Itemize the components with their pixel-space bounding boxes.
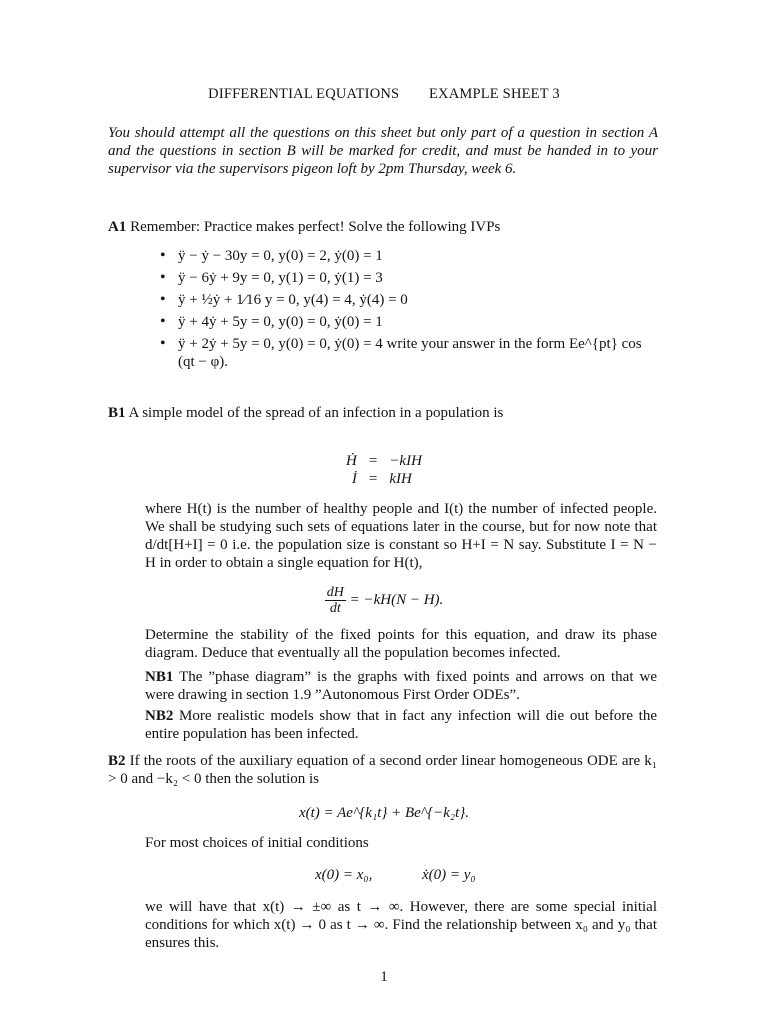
list-item: • ÿ + ½ẏ + 1⁄16 y = 0, y(4) = 4, ẏ(4) = 0: [160, 291, 660, 309]
question-b2-text: If the roots of the auxiliary equation of a second order linear homogeneous ODE are k₁ > 0 and −k₂ < 0 then the solution is: [108, 753, 658, 787]
fraction: [325, 585, 346, 616]
list-item: • ÿ − ẏ − 30y = 0, y(0) = 2, ẏ(0) = 1: [160, 247, 660, 265]
general-solution-equation: x(t) = Ae^{k₁t} + Be^{−k₂t}.: [298, 805, 470, 821]
initial-condition-x: x(0) = x₀,: [315, 867, 373, 883]
question-a1-text: Remember: Practice makes perfect! Solve the following IVPs: [130, 219, 501, 235]
page-number: 1: [380, 969, 388, 985]
fraction-denominator: dt: [329, 601, 341, 616]
nb1-label: NB1: [145, 669, 174, 685]
equation-rhs: −kIH: [389, 453, 422, 469]
question-b1-text: A simple model of the spread of an infection in a population is: [128, 405, 504, 421]
equation-sign: =: [368, 453, 378, 469]
equation-rhs: = −kH(N − H).: [349, 591, 444, 608]
question-b2-heading: [108, 752, 657, 788]
intro-paragraph: You should attempt all the questions on this sheet but only part of a question in section A and the questions in section B will be marked for credit, and must be handed in to your supervisor via the supervisors pigeon loft by 2pm Thursday, week 6.: [108, 125, 658, 177]
question-label-b1: B1: [108, 405, 126, 421]
b2-paragraph-1: For most choices of initial conditions: [145, 835, 369, 851]
b1-paragraph-2: Determine the stability of the fixed points for this equation, and draw its phase diagram. Deduce that eventually all the population becomes infected.: [145, 627, 657, 661]
title-left: DIFFERENTIAL EQUATIONS: [208, 86, 400, 102]
equation-sign: =: [368, 471, 378, 487]
nb2-note: [145, 707, 657, 743]
nb2-label: NB2: [145, 708, 174, 724]
question-a1-heading: [108, 218, 500, 236]
nb1-note: [145, 668, 657, 704]
equation-rhs: kIH: [389, 471, 412, 487]
question-label-a1: A1: [108, 219, 127, 235]
fraction-numerator: dH: [326, 585, 344, 600]
page-title: [0, 85, 768, 103]
ivp-list: [160, 247, 660, 375]
infection-system-equations: [340, 452, 428, 488]
list-item: • ÿ + 4ẏ + 5y = 0, y(0) = 0, ẏ(0) = 1: [160, 313, 660, 331]
equation-lhs: Ḣ: [346, 453, 357, 469]
question-b1-heading: [108, 404, 503, 422]
reduced-equation: [0, 585, 768, 616]
b2-paragraph-2: we will have that x(t) → ±∞ as t → ∞. However, there are some special initial conditions for which x(t) → 0 as t → ∞. Find the relationship between x₀ and y₀ that ensures this.: [145, 899, 657, 951]
nb1-text: The ”phase diagram” is the graphs with fixed points and arrows on that we were drawing in section 1.9 ”Autonomous First Order ODEs”.: [145, 669, 657, 703]
equation-lhs: İ: [351, 471, 357, 487]
question-label-b2: B2: [108, 753, 126, 769]
list-item: • ÿ − 6ẏ + 9y = 0, y(1) = 0, ẏ(1) = 3: [160, 269, 660, 287]
initial-condition-xdot: ẋ(0) = y₀: [422, 867, 476, 883]
title-right: EXAMPLE SHEET 3: [428, 86, 560, 102]
nb2-text: More realistic models show that in fact any infection will die out before the entire population has been infected.: [145, 708, 657, 742]
b1-paragraph-1: where H(t) is the number of healthy people and I(t) the number of infected people. We shall be studying such sets of equations later in the course, but for now note that d/dt[H+I] = 0 i.e. the population size is constant so H+I = N say. Substitute I = N − H in order to obtain a single equation for H(t),: [145, 501, 657, 571]
list-item: • ÿ + 2ẏ + 5y = 0, y(0) = 0, ẏ(0) = 4 write your answer in the form Ee^{pt} cos (qt − φ).: [160, 335, 660, 371]
